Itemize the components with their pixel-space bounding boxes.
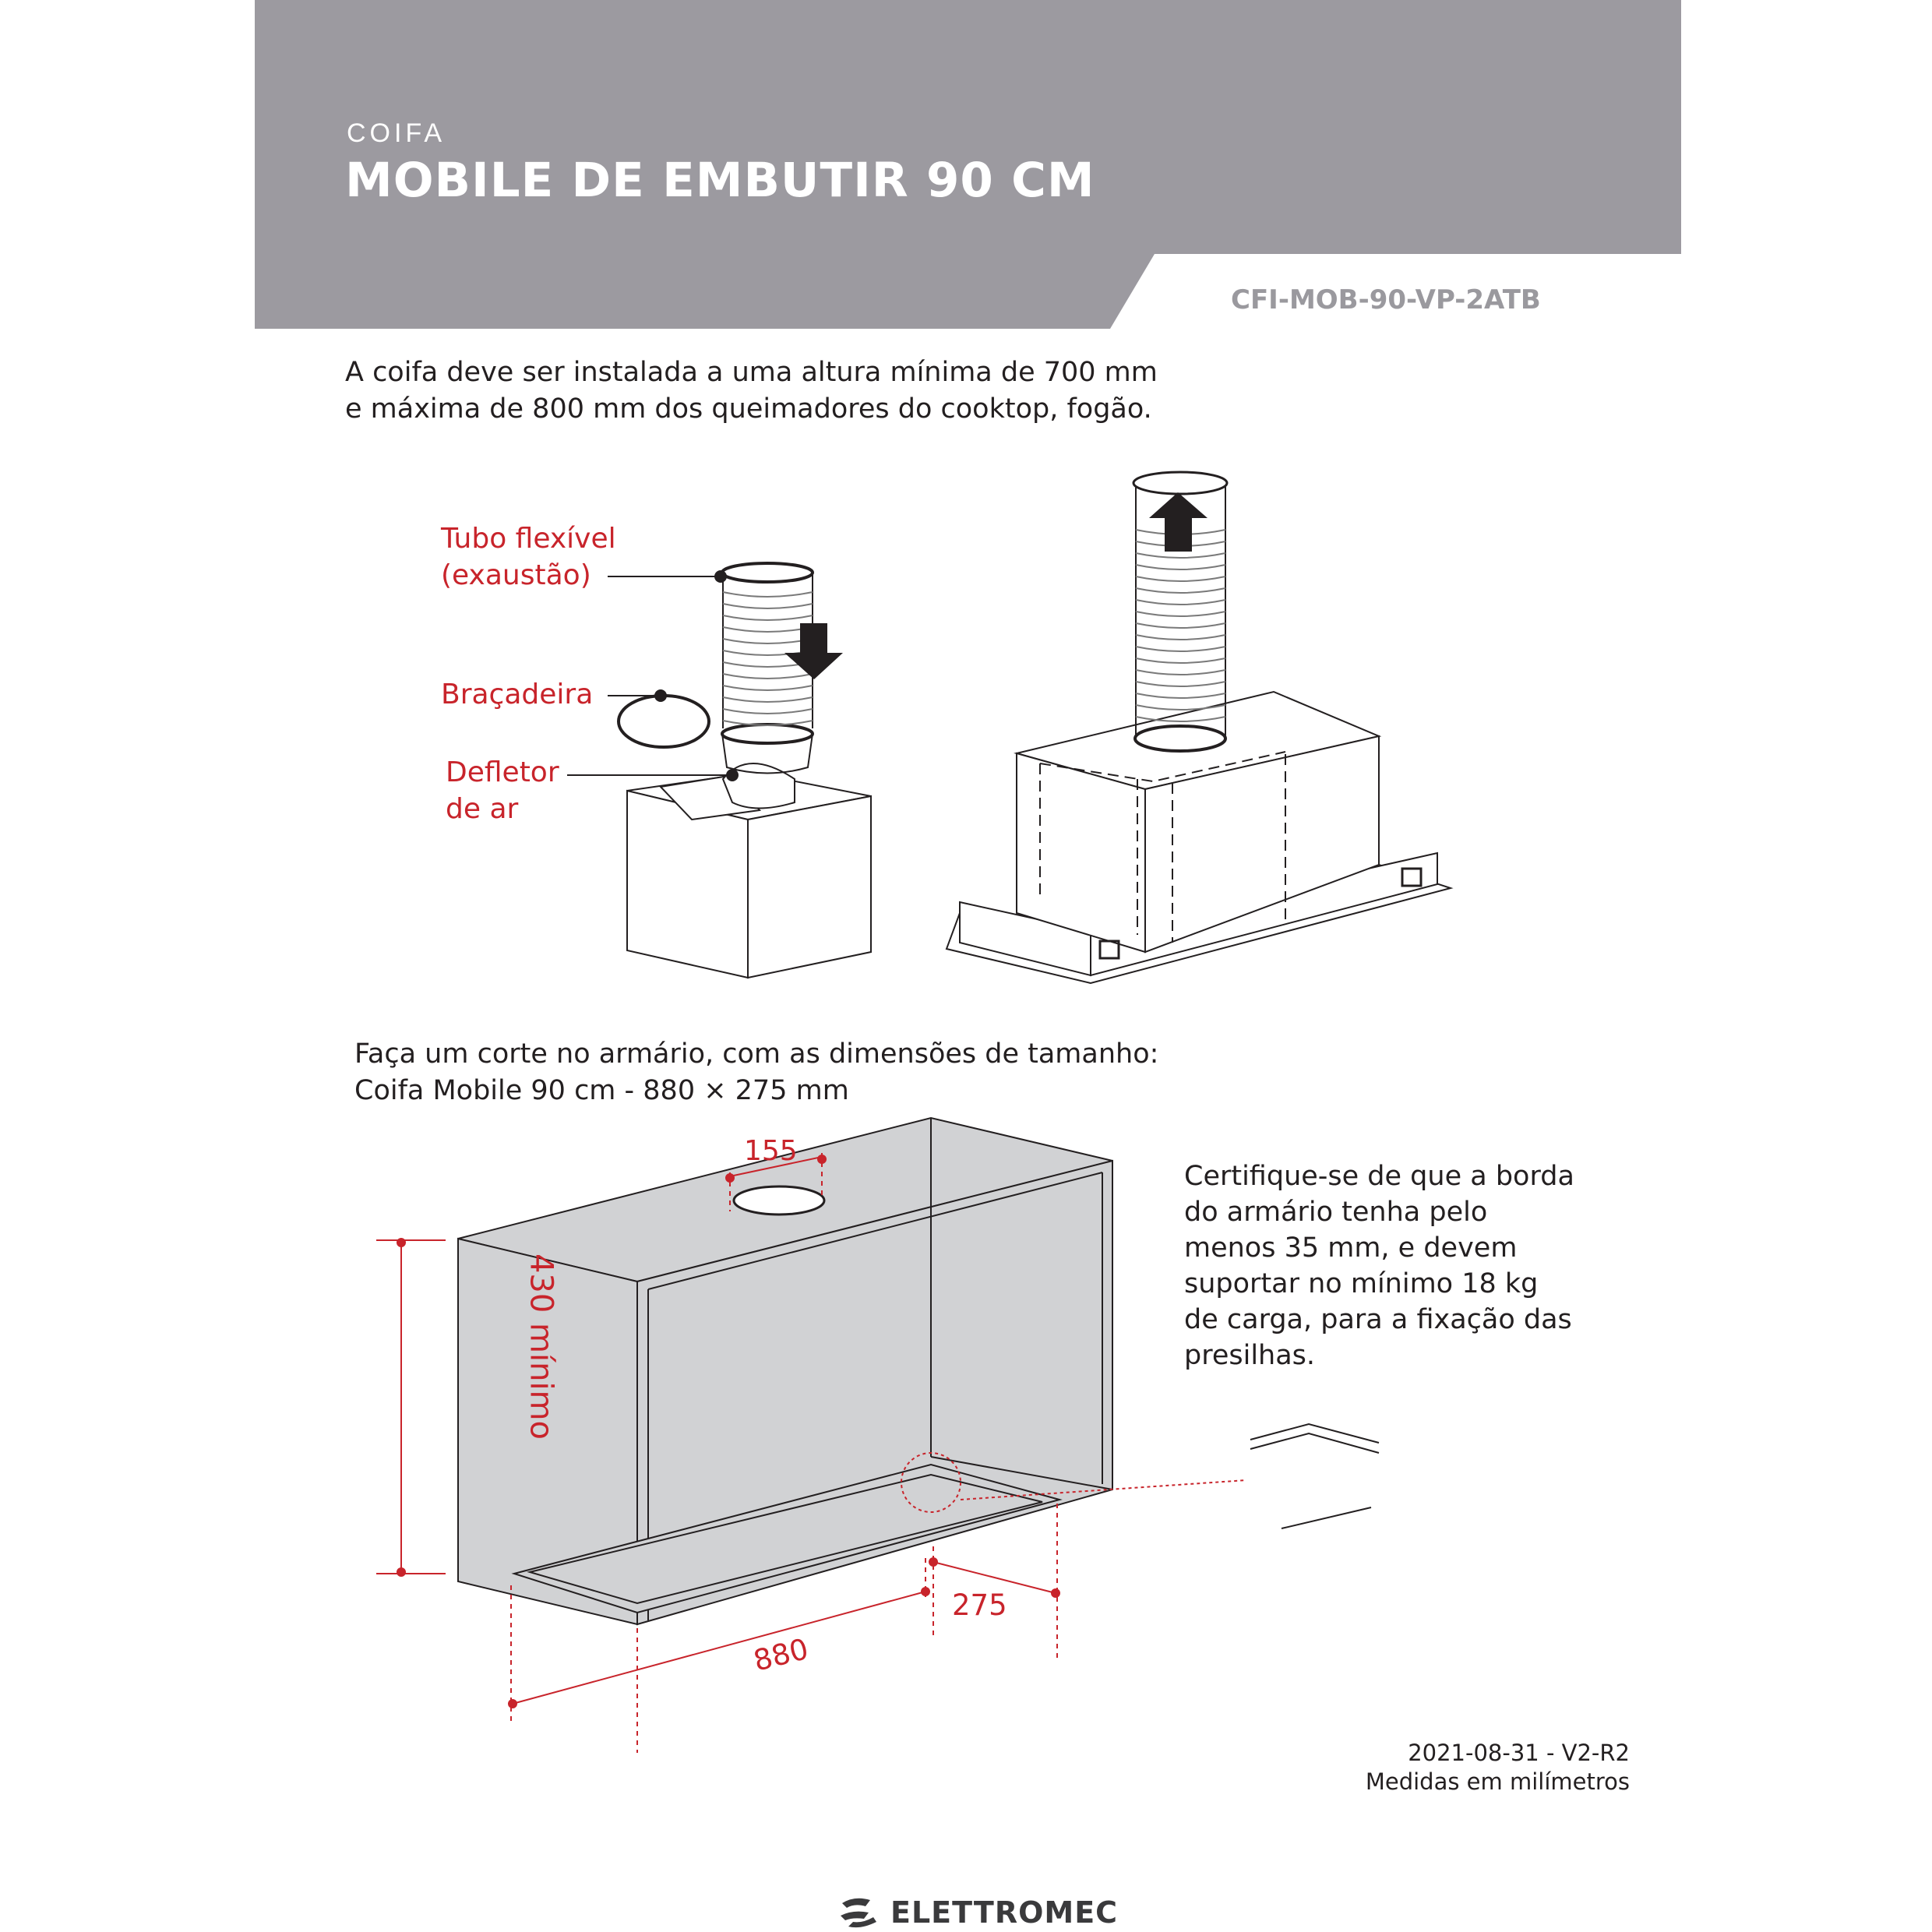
brand-mark-icon bbox=[837, 1895, 883, 1930]
brand-name: ELETTROMEC bbox=[890, 1895, 1119, 1930]
top-duct-hole bbox=[734, 1186, 824, 1215]
hood-box-side bbox=[748, 796, 871, 978]
hood-box-front bbox=[627, 791, 748, 978]
air-deflector-label-line-2: de ar bbox=[446, 793, 519, 825]
flexible-tube-label-line-1: Tubo flexível bbox=[441, 523, 616, 555]
note-line-3: menos 35 mm, e devem bbox=[1184, 1232, 1518, 1264]
cutout-instruction-line-2: Coifa Mobile 90 cm - 880 × 275 mm bbox=[354, 1075, 849, 1106]
note-line-2: do armário tenha pelo bbox=[1184, 1197, 1488, 1228]
note-line-4: suportar no mínimo 18 kg bbox=[1184, 1268, 1539, 1299]
revision-date: 2021-08-31 - V2-R2 bbox=[1408, 1740, 1630, 1766]
cabinet-edge-note bbox=[1184, 1158, 1574, 1373]
note-line-1: Certifique-se de que a borda bbox=[1184, 1161, 1574, 1192]
install-height-text bbox=[345, 354, 1158, 428]
units-note: Medidas em milímetros bbox=[1365, 1768, 1630, 1795]
install-height-line-2: e máxima de 800 mm dos queimadores do cooktop, fogão. bbox=[345, 393, 1152, 425]
hole-diameter-label: 155 bbox=[744, 1135, 798, 1167]
cutout-instruction-line-1: Faça um corte no armário, com as dimensões de tamanho: bbox=[354, 1038, 1159, 1070]
document-meta bbox=[1366, 1739, 1630, 1796]
category-label: COIFA bbox=[347, 118, 446, 148]
flexible-tube-label-line-2: (exaustão) bbox=[441, 559, 591, 591]
install-height-line-1: A coifa deve ser instalada a uma altura mínima de 700 mm bbox=[345, 357, 1158, 388]
tube-corrugation-right bbox=[1136, 530, 1225, 721]
page-title: MOBILE DE EMBUTIR 90 CM bbox=[345, 153, 1095, 208]
height-dimension-label: 430 mínimo bbox=[523, 1253, 559, 1440]
air-deflector-label bbox=[446, 754, 559, 827]
label-leader-lines bbox=[561, 545, 740, 795]
note-line-6: presilhas. bbox=[1184, 1340, 1316, 1371]
up-arrow-icon bbox=[1149, 492, 1208, 552]
depth-dimension-label: 275 bbox=[952, 1588, 1007, 1622]
clamp-label: Braçadeira bbox=[441, 679, 594, 710]
air-deflector-label-line-1: Defletor bbox=[446, 756, 559, 788]
down-arrow-icon bbox=[784, 623, 843, 679]
note-line-5: de carga, para a fixação das bbox=[1184, 1304, 1572, 1335]
model-code: CFI-MOB-90-VP-2ATB bbox=[1231, 284, 1541, 316]
width-dimension-label: 880 bbox=[750, 1631, 812, 1678]
cutout-instruction-text bbox=[354, 1036, 1158, 1109]
brand-logo bbox=[837, 1893, 1118, 1932]
installed-hood-illustration bbox=[943, 467, 1457, 989]
